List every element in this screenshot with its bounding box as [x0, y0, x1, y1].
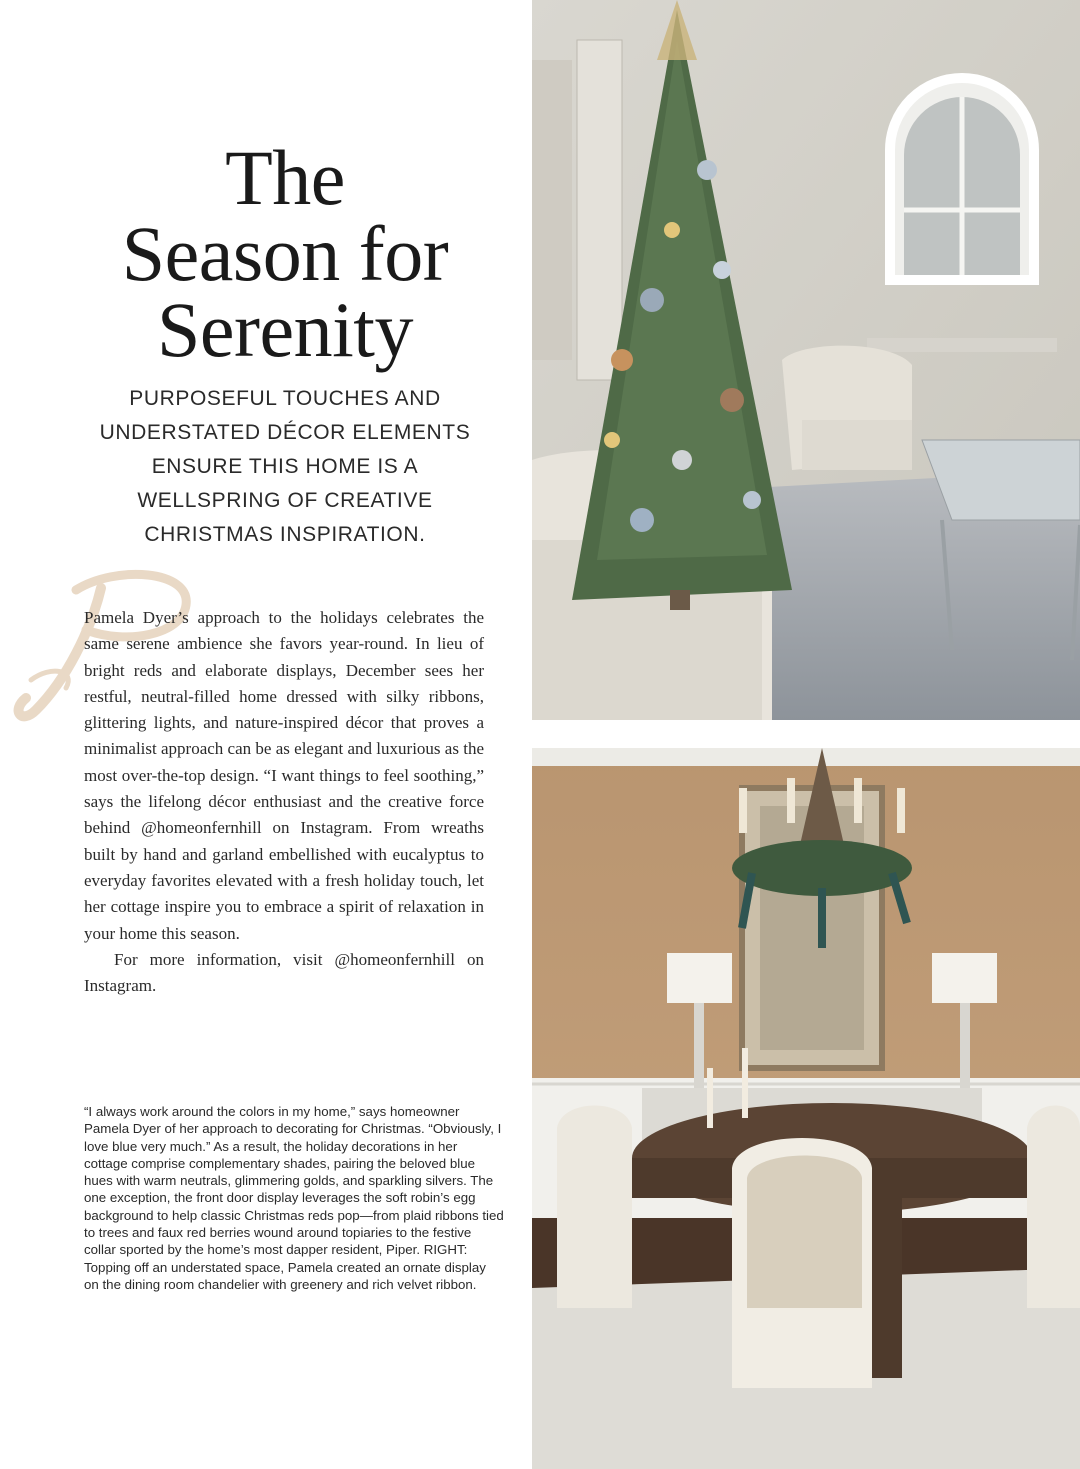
living-room-tree-photo — [532, 0, 1080, 720]
title-line: Serenity — [157, 286, 413, 373]
deck-line: CHRISTMAS INSPIRATION. — [144, 523, 426, 546]
article-title — [40, 134, 530, 373]
deck-line: ENSURE THIS HOME IS A — [151, 455, 419, 478]
deck-line: WELLSPRING OF CREATIVE — [137, 489, 433, 512]
photo-caption: “I always work around the colors in my home,” says homeowner Pamela Dyer of her approach to decorating for Christmas. “Obviously, I love blue very much.” As a result, the holiday decorations in her cottage comprise complementary shades, pairing the beloved blue hues with warm neutrals, glimmering golds, and sparkling silvers. The one exception, the front door display leverages the soft robin’s egg background to help classic Christmas reds pop—from plaid ribbons tied to trees and faux red berries wound around topiaries to the festive collar sported by the home’s most dapper resident, Piper. RIGHT: Topping off an understated space, Pamela created an ornate display on the dining room chandelier with greenery and rich velvet ribbon. — [84, 1104, 504, 1292]
article-deck — [70, 382, 500, 552]
deck-line: UNDERSTATED DÉCOR ELEMENTS — [99, 421, 471, 444]
title-line: The — [225, 134, 345, 221]
dining-room-chandelier-photo — [532, 748, 1080, 1469]
article-body — [84, 605, 484, 999]
deck-line: PURPOSEFUL TOUCHES AND — [129, 387, 441, 410]
title-line: Season for — [121, 210, 449, 297]
body-paragraph: For more information, visit @homeonfernhill on Instagram. — [84, 949, 484, 996]
body-paragraph: Pamela Dyer’s approach to the holidays celebrates the same serene ambience she favors year-round. In lieu of bright reds and elaborate displays, December sees her restful, neutral-filled home dressed with silky ribbons, glittering lights, and nature-inspired décor that proves a minimalist approach can be as elegant and luxurious as the most over-the-top design. “I want things to feel soothing,” says the lifelong décor enthusiast and the creative force behind @homeonfernhill on Instagram. From wreaths built by hand and garland embellished with eucalyptus to everyday favorites elevated with a fresh holiday touch, let her cottage inspire you to embrace a spirit of relaxation in your home this season. — [84, 608, 484, 943]
